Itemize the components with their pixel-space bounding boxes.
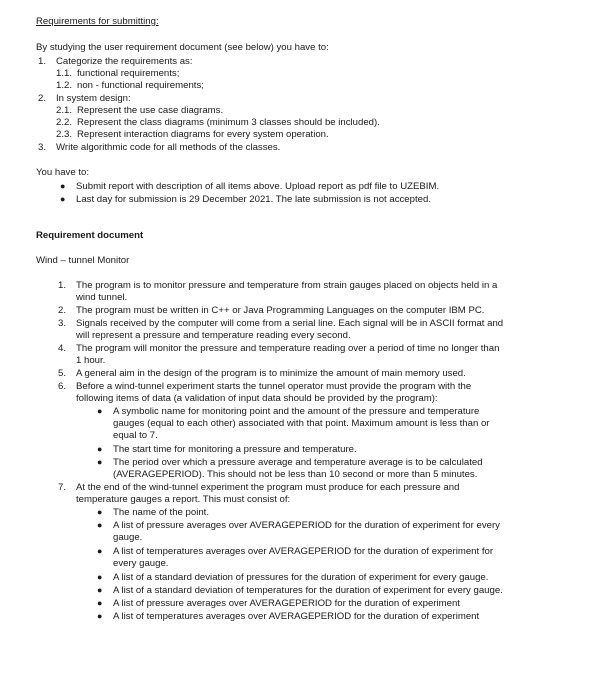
list-item: Represent the use case diagrams. — [77, 105, 224, 116]
list-item: non - functional requirements; — [77, 80, 204, 91]
bullet-icon: ● — [97, 585, 103, 595]
paragraph-line: Before a wind-tunnel experiment starts the tunnel operator must provide the program with the — [76, 381, 472, 392]
list-number: 2.1. — [56, 105, 73, 116]
requirement-heading: Requirement document — [36, 230, 144, 241]
paragraph-line: The program must be written in C++ or Java Programming Languages on the computer IBM PC. — [76, 305, 485, 316]
bullet-line: The start time for monitoring a pressure and temperature. — [113, 444, 357, 455]
list-number: 1.1. — [56, 68, 73, 79]
bullet-item: Last day for submission is 29 December 2021. The late submission is not accepted. — [76, 194, 431, 205]
list-number: 5. — [58, 368, 67, 379]
list-item: Categorize the requirements as: — [56, 56, 193, 67]
bullet-icon: ● — [97, 457, 103, 467]
bullet-line: A list of temperatures averages over AVERAGEPERIOD for the duration of experiment — [113, 611, 480, 622]
bullet-icon: ● — [60, 194, 66, 204]
list-number: 3. — [58, 318, 67, 329]
list-number: 2. — [58, 305, 67, 316]
bullet-line: equal to 7. — [113, 430, 158, 441]
paragraph-line: A general aim in the design of the program is to minimize the amount of main memory used. — [76, 368, 466, 379]
list-item: functional requirements; — [77, 68, 180, 79]
bullet-icon: ● — [97, 598, 103, 608]
submit-intro: By studying the user requirement document (see below) you have to: — [36, 42, 329, 53]
list-item: In system design: — [56, 93, 131, 104]
bullet-line: A list of pressure averages over AVERAGEPERIOD for the duration of experiment for every — [113, 520, 500, 531]
bullet-icon: ● — [97, 406, 103, 416]
paragraph-line: wind tunnel. — [76, 292, 128, 303]
bullet-icon: ● — [97, 546, 103, 556]
bullet-line: A list of a standard deviation of temperatures for the duration of experiment for every gauge. — [113, 585, 503, 596]
bullet-icon: ● — [97, 572, 103, 582]
paragraph-line: The program will monitor the pressure and temperature reading over a period of time no longer than — [76, 343, 500, 354]
bullet-item: Submit report with description of all items above. Upload report as pdf file to UZEBIM. — [76, 181, 440, 192]
list-number: 6. — [58, 381, 67, 392]
bullet-icon: ● — [97, 507, 103, 517]
list-number: 3. — [38, 142, 47, 153]
bullet-icon: ● — [97, 444, 103, 454]
bullet-icon: ● — [97, 520, 103, 530]
paragraph-line: following items of data (a validation of input data should be provided by the program): — [76, 393, 438, 404]
paragraph-line: will represent a pressure and temperature reading every second. — [76, 330, 351, 341]
bullet-line: A symbolic name for monitoring point and the amount of the pressure and temperature — [113, 406, 480, 417]
list-number: 7. — [58, 482, 67, 493]
paragraph-line: temperature gauges a report. This must consist of: — [76, 494, 291, 505]
list-number: 1.2. — [56, 80, 73, 91]
bullet-line: The name of the point. — [113, 507, 209, 518]
list-number: 2. — [38, 93, 47, 104]
paragraph-line: Signals received by the computer will come from a serial line. Each signal will be in ASCII format and — [76, 318, 504, 329]
bullet-line: A list of a standard deviation of pressures for the duration of experiment for every gauge. — [113, 572, 489, 583]
bullet-line: gauges (equal to each other) associated with that point. Maximum amount is less than or — [113, 418, 490, 429]
paragraph-line: 1 hour. — [76, 355, 106, 366]
you-have-to-label: You have to: — [36, 167, 89, 178]
list-item: Represent interaction diagrams for every system operation. — [77, 129, 329, 140]
paragraph-line: The program is to monitor pressure and temperature from strain gauges placed on objects held in a — [76, 280, 498, 291]
bullet-icon: ● — [97, 611, 103, 621]
list-item: Represent the class diagrams (minimum 3 classes should be included). — [77, 117, 380, 128]
list-number: 2.3. — [56, 129, 73, 140]
submit-heading: Requirements for submitting: — [36, 16, 159, 27]
list-number: 1. — [58, 280, 67, 291]
requirement-subtitle: Wind – tunnel Monitor — [36, 255, 130, 266]
bullet-line: every gauge. — [113, 558, 169, 569]
bullet-icon: ● — [60, 181, 66, 191]
list-number: 4. — [58, 343, 67, 354]
list-item: Write algorithmic code for all methods of the classes. — [56, 142, 281, 153]
bullet-line: A list of temperatures averages over AVERAGEPERIOD for the duration of experiment for — [113, 546, 494, 557]
list-number: 2.2. — [56, 117, 73, 128]
list-number: 1. — [38, 56, 47, 67]
paragraph-line: At the end of the wind-tunnel experiment the program must produce for each pressure and — [76, 482, 460, 493]
bullet-line: (AVERAGEPERIOD). This should not be less than 10 second or more than 5 minutes. — [113, 469, 478, 480]
bullet-line: gauge. — [113, 532, 143, 543]
bullet-line: The period over which a pressure average and temperature average is to be calculated — [113, 457, 483, 468]
bullet-line: A list of pressure averages over AVERAGEPERIOD for the duration of experiment — [113, 598, 460, 609]
